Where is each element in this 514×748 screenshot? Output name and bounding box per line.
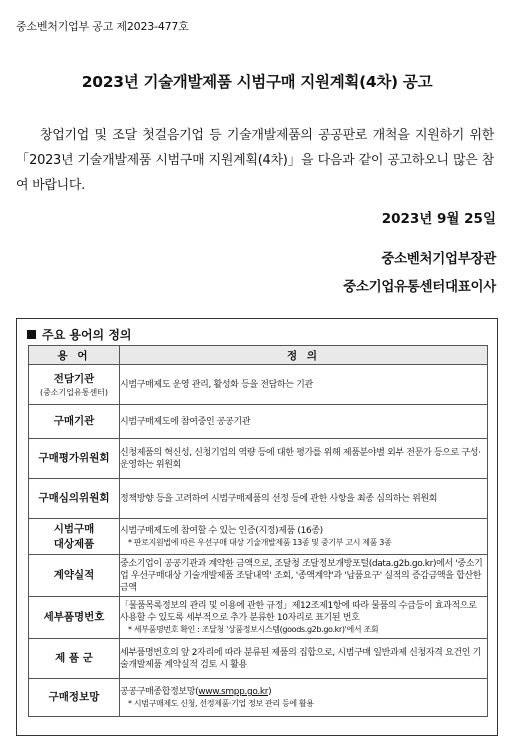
table-row [29,405,488,439]
term-cell [29,555,120,597]
term-cell [29,639,120,679]
definition-text: 중소기업이 공공기관과 계약한 금액으로, 조달청 조달정보개방포털(data.g2b.go.kr)에서 '중소기업 우선구매대상 기술개발제품 조달내역' 조회, '종액계약'과 '납품요구' 실적의 증감금액을 합산한 금액 [120,558,483,593]
term-label: 세부품명번호 [43,611,105,623]
definition-text: 공공구매종합정보망( [120,687,199,697]
term-label: 계약실적 [53,569,95,581]
table-row [29,555,488,597]
issuer-minister: 중소벤처기업부장관 [381,251,496,267]
announcement-date: 2023년 9월 25일 [381,211,496,227]
definition-cell [120,597,488,639]
table-row [29,519,488,555]
definition-cell [120,439,488,479]
term-cell [29,439,120,479]
definition-text: 시범구매제도에 참여할 수 있는 인증(지정)제품 (16종) [120,526,323,536]
term-label: 구매기관 [53,415,95,427]
black-square-icon [27,330,36,339]
definition-note: * 세부품명번호 확인 : 조달청 '상품정보시스템(goods.g2b.go.kr)'에서 조회 [128,625,379,634]
term-cell [29,479,120,519]
term-label: 제 품 군 [55,652,93,664]
table-row [29,439,488,479]
table-row [29,479,488,519]
definition-text: 신청제품의 혁신성, 신청기업의 역량 등에 대한 평가를 위해 제품분야별 외부 전문가 등으로 구성·운영하는 위원회 [120,447,481,470]
definition-cell [120,365,488,405]
smpp-link[interactable]: www.smpp.go.kr [198,687,269,697]
term-sublabel: (중소기업유통센터) [39,387,109,397]
notice-number: 중소벤처기업부 공고 제2023-477호 [16,20,189,33]
terms-heading [27,326,132,343]
definition-cell [120,405,488,439]
term-label: 구매정보망 [48,691,100,703]
terms-table-header [29,346,488,365]
table-row [29,597,488,639]
term-label: 전담기관 [53,372,95,385]
column-header-definition: 정 의 [120,346,488,365]
terms-table [28,345,488,717]
definition-note: * 시범구매제도 신청, 선정제품·기업 정보 관리 등에 활용 [128,699,314,708]
definition-cell [120,479,488,519]
definition-text-end: ) [268,687,272,697]
definition-cell [120,639,488,679]
table-row [29,639,488,679]
body-paragraph: 창업기업 및 조달 첫걸음기업 등 기술개발제품의 공공판로 개척을 지원하기 위한 「2023년 기술개발제품 시범구매 지원계획(4차)」을 다음과 같이 공고하오니 많은 참여 바랍니다. [16,128,494,193]
page-title: 2023년 기술개발제품 시범구매 지원계획(4차) 공고 [81,73,433,91]
definition-cell [120,679,488,717]
definition-cell [120,519,488,555]
table-row [29,679,488,717]
terms-definition-box [16,318,498,736]
table-row [29,365,488,405]
issuer-ceo: 중소기업유통센터대표이사 [343,279,496,295]
definition-cell [120,555,488,597]
term-cell [29,519,120,555]
definition-text: 정책방향 등을 고려하여 시범구매제품의 선정 등에 관한 사항을 최종 심의하는 위원회 [120,493,438,504]
term-label: 시범구매 대상제품 [53,522,95,550]
term-cell [29,405,120,439]
terms-heading-text: 주요 용어의 정의 [42,328,132,342]
definition-text: 시범구매제도에 참여중인 공공기관 [120,416,251,427]
term-cell [29,365,120,405]
term-cell [29,597,120,639]
column-header-term: 용 어 [29,346,120,365]
term-label: 구매심의위원회 [38,492,110,504]
term-label: 구매평가위원회 [38,452,110,464]
definition-text: 시범구매제도 운영 관리, 활성화 등을 전담하는 기관 [120,379,313,390]
term-cell [29,679,120,717]
definition-text: 세부품명번호의 앞 2자리에 따라 분류된 제품의 집합으로, 시범구매 일반과제 신청자격 요건인 기술개발제품 계약실적 검토 시 활용 [120,647,481,670]
definition-text: 「물품목록정보의 관리 및 이용에 관한 규정」제12조제1항에 따라 물품의 수급등이 효과적으로 사용할 수 있도록 세부적으로 추가 분류한 10자리로 표기된 번호 [120,601,477,623]
definition-note: * 판로지원법에 따른 우선구매 대상 기술개발제품 13종 및 중기부 고시 제품 3종 [128,538,392,547]
